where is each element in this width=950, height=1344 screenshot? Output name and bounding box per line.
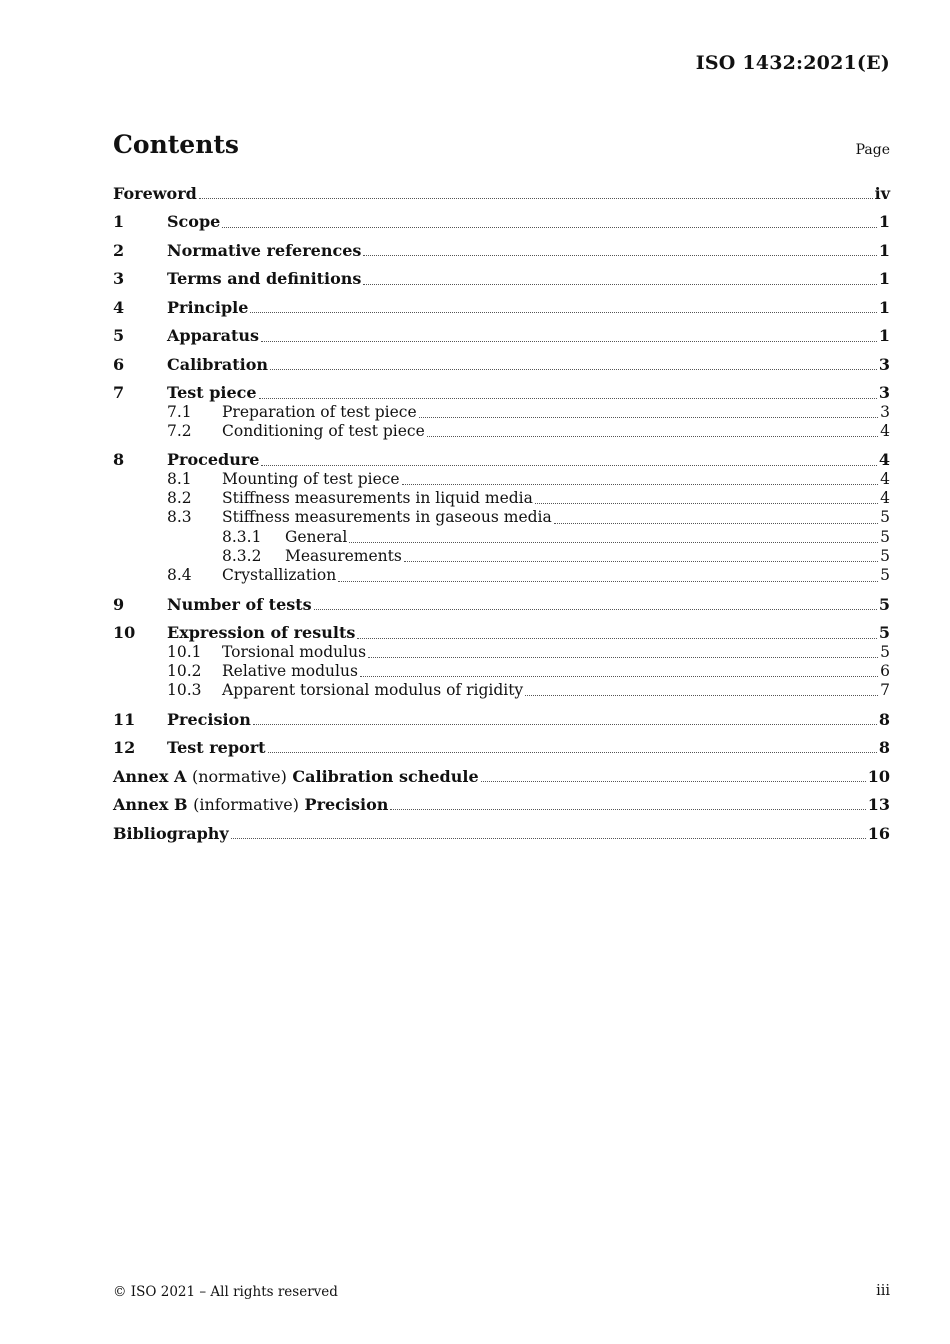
toc-entry-title: Precision: [167, 709, 251, 729]
toc-entry-page: 6: [880, 661, 890, 680]
dot-leader: [390, 809, 865, 810]
dot-leader: [270, 369, 877, 370]
toc-entry-page: 3: [878, 383, 890, 403]
toc-entry[interactable]: [113, 528, 890, 547]
toc-entry-title: Mounting of test piece: [222, 469, 400, 488]
footer-page-number: iii: [876, 1283, 890, 1299]
toc-entry[interactable]: [113, 662, 890, 681]
toc-entry-number: 8.1: [167, 469, 192, 488]
dot-leader: [261, 465, 876, 466]
toc-entry[interactable]: [113, 643, 890, 662]
toc-entry-title: Measurements: [285, 546, 402, 565]
dot-leader: [402, 484, 879, 485]
dot-leader: [250, 312, 876, 313]
toc-entry-page: 1: [878, 212, 890, 232]
toc-entry-page: 1: [878, 269, 890, 289]
toc-entry-page: 1: [878, 297, 890, 317]
toc-entry[interactable]: [113, 269, 890, 288]
toc-entry-number: 10: [113, 623, 136, 643]
toc-entry-number: 10.1: [167, 642, 202, 661]
toc-entry-title: Torsional modulus: [222, 642, 367, 661]
toc-entry-number: 5: [113, 326, 125, 346]
dot-leader: [360, 676, 878, 677]
dot-leader: [259, 398, 877, 399]
toc-entry-page: 4: [880, 421, 890, 440]
toc-entry-page: 4: [880, 489, 890, 508]
toc-entry-page: 5: [878, 623, 890, 643]
toc-entry-number: 8.3: [167, 508, 192, 527]
dot-leader: [363, 284, 876, 285]
toc-entry-number: 8.2: [167, 489, 192, 508]
toc-entry-title: Apparatus: [167, 326, 259, 346]
toc-annex-entry[interactable]: [113, 795, 890, 814]
toc-entry[interactable]: [113, 383, 890, 402]
document-id: ISO 1432:2021(E): [695, 52, 890, 74]
toc-entry-title: Preparation of test piece: [222, 402, 417, 421]
toc-entry-title: Number of tests: [167, 594, 312, 614]
toc-entry-page: 4: [878, 450, 890, 470]
annex-type: (normative): [191, 766, 287, 786]
contents-heading: Contents: [113, 130, 240, 159]
toc-entry[interactable]: [113, 710, 890, 729]
dot-leader: [554, 523, 878, 524]
toc-annex-entry[interactable]: [113, 767, 890, 786]
toc-entry[interactable]: [113, 623, 890, 642]
dot-leader: [427, 436, 878, 437]
toc-entry-number: 12: [113, 738, 136, 758]
toc-entry[interactable]: [113, 326, 890, 345]
toc-entry-title: Crystallization: [222, 566, 337, 585]
toc-entry[interactable]: [113, 566, 890, 585]
annex-letter: Annex A: [113, 766, 187, 786]
toc-entry-title: Normative references: [167, 240, 362, 260]
toc-entry-page: 5: [880, 508, 890, 527]
toc-entry-title: Conditioning of test piece: [222, 421, 425, 440]
dot-leader: [349, 542, 878, 543]
toc-entry-page: 3: [880, 402, 890, 421]
toc-entry[interactable]: [113, 241, 890, 260]
toc-entry-page: 5: [880, 566, 890, 585]
dot-leader: [199, 198, 873, 199]
toc-entry-number: 7.1: [167, 402, 192, 421]
toc-entry[interactable]: [113, 489, 890, 508]
toc-entry-number: 8.3.2: [222, 546, 262, 565]
toc-entry-page: 10: [867, 766, 890, 786]
toc-entry[interactable]: [113, 450, 890, 469]
toc-entry-page: 1: [878, 326, 890, 346]
toc-entry-title: Foreword: [113, 184, 197, 203]
dot-leader: [338, 581, 878, 582]
toc-entry-page: 5: [878, 594, 890, 614]
toc-entry-page: 7: [880, 681, 890, 700]
toc-entry[interactable]: [113, 184, 890, 203]
toc-entry-title: Expression of results: [167, 623, 356, 643]
toc-entry-number: 10.2: [167, 661, 202, 680]
annex-type: (informative): [193, 795, 299, 815]
dot-leader: [253, 724, 877, 725]
toc-entry[interactable]: [113, 738, 890, 757]
toc-entry[interactable]: [113, 508, 890, 527]
toc-entry-title: Test piece: [167, 383, 257, 403]
toc-entry[interactable]: [113, 298, 890, 317]
annex-letter: Annex B: [113, 795, 188, 815]
toc-entry[interactable]: [113, 422, 890, 441]
toc-entry-page: 4: [880, 469, 890, 488]
toc-entry-page: 8: [878, 709, 890, 729]
toc-entry-title: Stiffness measurements in gaseous media: [222, 508, 552, 527]
annex-title: Precision: [304, 795, 389, 815]
toc-entry-page: 5: [880, 642, 890, 661]
toc-entry-title: Apparent torsional modulus of rigidity: [222, 681, 524, 700]
toc-entry-number: 1: [113, 212, 125, 232]
dot-leader: [368, 657, 878, 658]
dot-leader: [481, 781, 866, 782]
footer-copyright: © ISO 2021 – All rights reserved: [113, 1284, 338, 1300]
toc-entry-number: 10.3: [167, 681, 202, 700]
toc-entry[interactable]: [113, 355, 890, 374]
toc-entry-number: 3: [113, 269, 125, 289]
toc-entry-number: 8.4: [167, 566, 192, 585]
toc-entry[interactable]: [113, 403, 890, 422]
toc-entry[interactable]: [113, 212, 890, 231]
toc-entry-page: 3: [878, 354, 890, 374]
dot-leader: [314, 609, 877, 610]
toc-entry-title: Procedure: [167, 450, 260, 470]
toc-entry-title: Terms and definitions: [167, 269, 362, 289]
page-column-label: Page: [855, 142, 890, 158]
toc-entry-number: 7: [113, 383, 125, 403]
toc-entry-page: iv: [874, 184, 890, 203]
toc-entry-page: 1: [878, 240, 890, 260]
dot-leader: [261, 341, 877, 342]
dot-leader: [222, 227, 877, 228]
toc-entry[interactable]: [113, 595, 890, 614]
toc-entry-number: 8.3.1: [222, 527, 262, 546]
toc-entry-number: 9: [113, 594, 125, 614]
dot-leader: [231, 838, 866, 839]
toc-entry-number: 11: [113, 709, 136, 729]
annex-title: Calibration schedule: [292, 766, 479, 786]
toc-entry-title: Bibliography: [113, 823, 229, 843]
toc-entry[interactable]: [113, 470, 890, 489]
toc-entry-number: 4: [113, 297, 125, 317]
toc-entry-page: 16: [867, 823, 890, 843]
toc-entry-title: Test report: [167, 738, 266, 758]
annex-heading: [113, 767, 479, 786]
toc-entry-number: 2: [113, 240, 125, 260]
dot-leader: [525, 695, 878, 696]
table-of-contents: [113, 184, 890, 843]
dot-leader: [363, 255, 876, 256]
dot-leader: [268, 752, 877, 753]
toc-entry-number: 8: [113, 450, 125, 470]
annex-heading: [113, 795, 388, 814]
toc-entry-title: General: [285, 527, 348, 546]
toc-entry-number: 6: [113, 354, 125, 374]
toc-entry-page: 13: [867, 795, 890, 815]
toc-entry-page: 5: [880, 546, 890, 565]
toc-bibliography-entry[interactable]: [113, 824, 890, 843]
toc-entry-title: Stiffness measurements in liquid media: [222, 489, 533, 508]
toc-entry-title: Calibration: [167, 354, 269, 374]
toc-entry-title: Relative modulus: [222, 661, 358, 680]
toc-entry-number: 7.2: [167, 421, 192, 440]
toc-entry-title: Scope: [167, 212, 221, 232]
dot-leader: [404, 561, 878, 562]
dot-leader: [357, 638, 877, 639]
toc-entry[interactable]: [113, 547, 890, 566]
dot-leader: [419, 417, 878, 418]
toc-entry-page: 5: [880, 527, 890, 546]
toc-entry-page: 8: [878, 738, 890, 758]
dot-leader: [535, 503, 878, 504]
toc-entry[interactable]: [113, 681, 890, 700]
toc-entry-title: Principle: [167, 297, 249, 317]
